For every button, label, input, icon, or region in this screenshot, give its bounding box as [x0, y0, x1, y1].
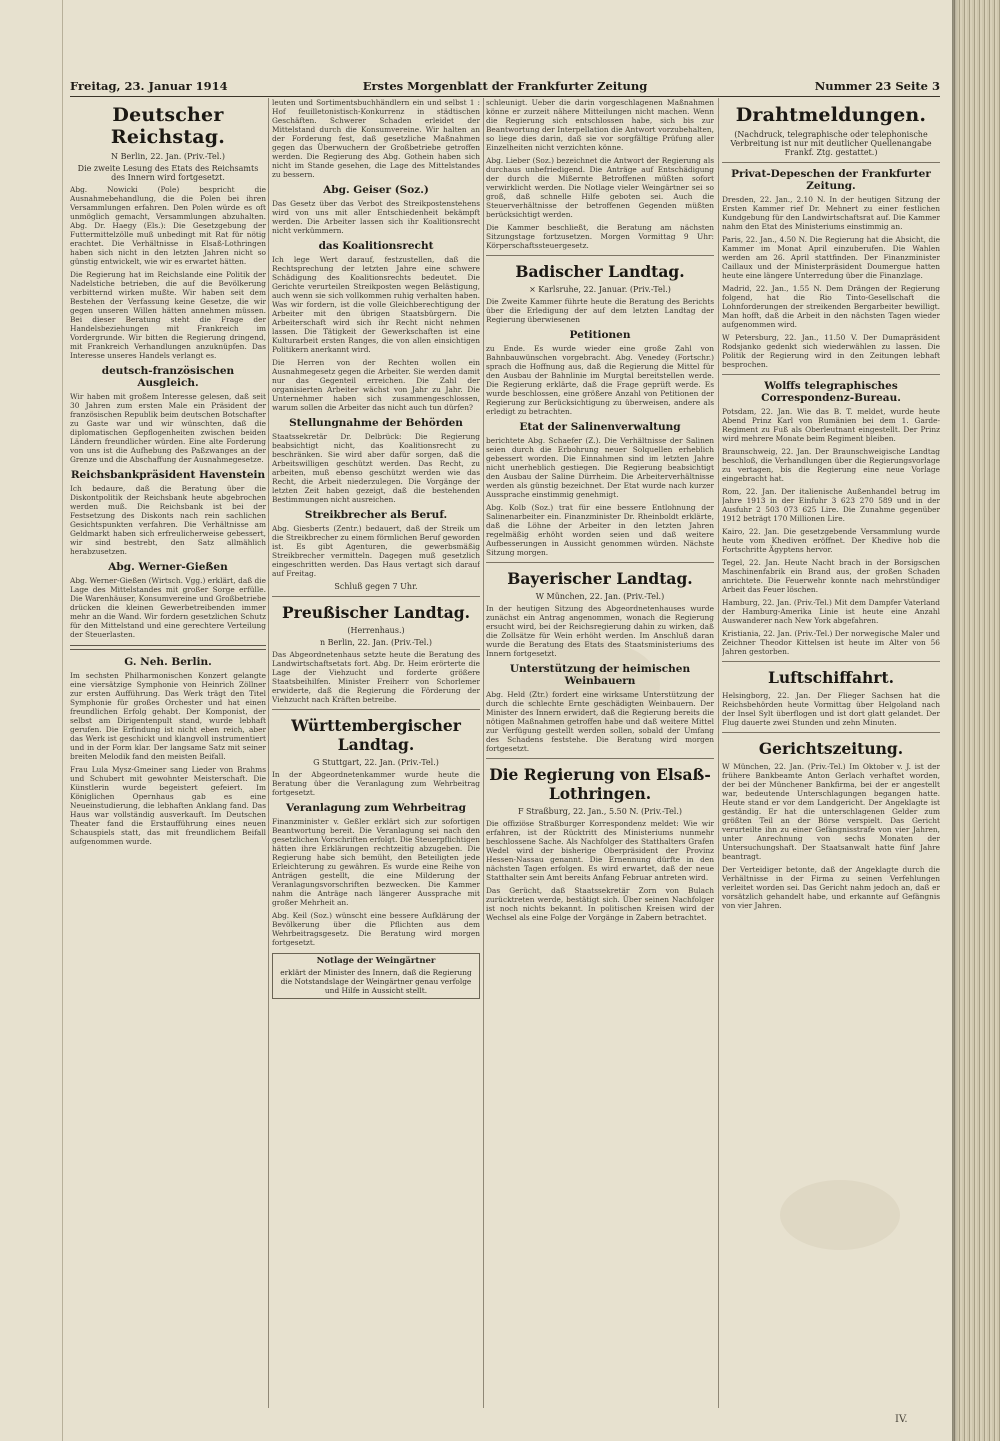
section-rule — [272, 596, 480, 597]
binding-margin — [0, 0, 63, 1441]
section-heading-luftschiffahrt: Luftschiffahrt. — [767, 668, 895, 687]
subsection-heading: Unterstützung der heimischen Weinbauern — [509, 663, 691, 687]
article-text: Finanzminister v. Geßler erklärt sich zur sofortigen Beantwortung bereit. Die Veranlagung sei nach den gesetzlichen Vorschriften erfolgt. Die Steuerpflichtigen hätten ihre Erklärungen rechtzeitig abzugeben. Die Regierung habe sich bemüht, den Beteiligten jede Erleichterung zu gewähren. Es wurde eine Reihe von Anträgen gestellt, die eine Milderung der Veranlagungsvorschriften bezwecken. Die Kammer nahm die Anträge nach längerer Aussprache mit großer Mehrheit an. — [272, 817, 480, 907]
feuilleton-text: Frau Lula Mysz-Gmeiner sang Lieder von Brahms und Schubert mit gewohnter Meisterschaft. Die Künstlerin wurde begeistert gefeiert. Im Königlichen Opernhaus gab es eine Neueinstudierung, die lebhaften Anklang fand. Das Haus war vollständig ausverkauft. Im Deutschen Theater fand die Erstaufführung eines neuen Schauspiels statt, das mit freundlichem Beifall aufgenommen wurde. — [70, 765, 266, 846]
section-rule — [722, 162, 940, 163]
telegram-text: Kairo, 22. Jan. Die gesetzgebende Versammlung wurde heute vom Khediven eröffnet. Der Khedive hob die Fortschritte Ägyptens hervor. — [722, 527, 940, 554]
subsection-heading: Veranlagung zum Wehrbeitrag — [286, 802, 466, 814]
article-text: berichtete Abg. Schaefer (Z.). Die Verhältnisse der Salinen seien durch die Erbohrung neuer Solquellen erheblich gebessert worden. Die Einnahmen sind im letzten Jahre nicht unerheblich gestiegen. Die Regierung beabsichtigt den Ausbau der Saline Dürrheim. Die Arbeiterverhältnisse werden als günstig bezeichnet. Der Etat wurde nach kurzer Aussprache einstimmig genehmigt. — [486, 436, 714, 499]
book-edge — [952, 0, 1000, 1441]
article-text: Wir haben mit großem Interesse gelesen, daß seit 30 Jahren zum ersten Male ein Präsident der französischen Republik beim deutschen Botschafter zu Gaste war und wir wünschten, daß die diplomatischen Gepflogenheiten zwischen beiden Ländern freundlicher würden. Eine alte Forderung von uns ist die Aufhebung des Paßzwanges an der Grenze und die Abschaffung der Ausnahmegesetze. — [70, 392, 266, 464]
dateline: W München, 22. Jan. (Priv.-Tel.) — [535, 592, 665, 601]
telegram-text: Kristiania, 22. Jan. (Priv.-Tel.) Der norwegische Maler und Zeichner Theodor Kittelsen ist heute im Alter von 56 Jahren gestorben. — [722, 629, 940, 656]
subsection-heading: Stellungnahme der Behörden — [289, 417, 463, 429]
section-heading-drahtmeldungen: Drahtmeldungen. — [735, 104, 927, 126]
telegram-text: Tegel, 22. Jan. Heute Nacht brach in der Borsigschen Maschinenfabrik ein Brand aus, der großen Schaden anrichtete. Die Feuerwehr konnte nach mehrstündiger Arbeit das Feuer löschen. — [722, 558, 940, 594]
dateline: F Straßburg, 22. Jan., 5.50 N. (Priv.-Tel.) — [517, 807, 683, 816]
article-text: Der Verteidiger betonte, daß der Angeklagte durch die Verhältnisse in der Firma zu seinen Verfehlungen verleitet worden sei. Das Gericht nahm jedoch an, daß er vorsätzlich gehandelt habe, und erkannte auf Gefängnis von vier Jahren. — [722, 865, 940, 910]
telegram-text: Paris, 22. Jan., 4.50 N. Die Regierung hat die Absicht, die Kammer im Monat April einzuberufen. Die Wahlen werden am 26. April stattfinden. Der Finanzminister Caillaux und der Ministerpräsident Doumergue hatten heute eine längere Unterredung über die Finanzlage. — [722, 235, 940, 280]
dateline: × Karlsruhe, 22. Januar. (Priv.-Tel.) — [529, 285, 671, 294]
dateline: N Berlin, 22. Jan. (Priv.-Tel.) — [111, 152, 225, 161]
subheading: Die zweite Lesung des Etats des Reichsamts des Innern wird fortgesetzt. — [77, 164, 259, 182]
article-text: Die offiziöse Straßburger Korrespondenz meldet: Wie wir erfahren, ist der Rücktritt des Ministeriums nunmehr beschlossene Sache. Als Nachfolger des Statthalters Grafen Wedel wird der bisherige Oberpräsident der Provinz Hessen-Nassau genannt. Die Ernennung dürfte in den nächsten Tagen erfolgen. Es wird erwartet, daß der neue Statthalter sein Amt bereits Anfang Februar antreten wird. — [486, 819, 714, 882]
notice-text: erklärt der Minister des Innern, daß die Regierung die Notstandslage der Weingärtner genau verfolge und Hilfe in Aussicht stellt. — [280, 968, 472, 995]
article-text: Das Abgeordnetenhaus setzte heute die Beratung des Landwirtschaftsetats fort. Abg. Dr. Heim erörterte die Lage der Viehzucht und forderte größere Staatsbeihilfen. Minister Freiherr von Schorlemer erwiderte, daß die Regierung die Förderung der Viehzucht nach Kräften betreibe. — [272, 650, 480, 704]
telegram-text: W Petersburg, 22. Jan., 11.50 V. Der Dumapräsident Rodsjanko gedenkt sich wiederwählen zu lassen. Die Politik der Regierung wird in den Zeitungen lebhaft besprochen. — [722, 333, 940, 369]
section-heading-preussen: Preußischer Landtag. — [282, 603, 470, 622]
article-text: Helsingborg, 22. Jan. Der Flieger Sachsen hat die Reichsbehörden heute Vormittag über Helgoland nach der Insel Sylt überflogen und ist dort glatt gelandet. Der Flug dauerte zwei Stunden und zehn Minuten. — [722, 691, 940, 727]
subheading: (Herrenhaus.) — [347, 626, 405, 635]
article-text: Staatssekretär Dr. Delbrück: Die Regierung beabsichtigt nicht, das Koalitionsrecht zu beschränken. Sie wird aber dafür sorgen, daß die Arbeitswilligen geschützt werden. Das Recht, zu arbeiten, muß ebenso geschützt werden wie das Recht, die Arbeit niederzulegen. Die Vorgänge der letzten Zeit haben gezeigt, daß die bestehenden Bestimmungen nicht ausreichen. — [272, 432, 480, 504]
telegram-text: Potsdam, 22. Jan. Wie das B. T. meldet, wurde heute Abend Prinz Karl von Rumänien bei dem 1. Garde-Regiment zu Fuß als Oberleutnant eingestellt. Der Prinz wird mehrere Monate beim Regiment bleiben. — [722, 407, 940, 443]
telegram-text: Rom, 22. Jan. Der italienische Außenhandel betrug im Jahre 1913 in der Einfuhr 3 623 270 589 und in der Ausfuhr 2 503 073 625 Lire. Die Zunahme gegenüber 1912 beträgt 170 Millionen Lire. — [722, 487, 940, 523]
article-text: Abg. Werner-Gießen (Wirtsch. Vgg.) erklärt, daß die Lage des Mittelstandes mit großer Sorge erfülle. Die Warenhäuser, Konsumvereine und Großbetriebe drücken die kleinen Gewerbetreibenden immer mehr an die Wand. Wir fordern gesetzlichen Schutz für den Mittelstand und eine gerechtere Verteilung der Steuerlasten. — [70, 576, 266, 639]
subsection-heading: Streikbrecher als Beruf. — [304, 509, 448, 521]
section-heading-reichstag: Deutscher Reichstag. — [110, 104, 226, 148]
subsection-heading: deutsch-französischen Ausgleich. — [101, 365, 235, 389]
article-text: W München, 22. Jan. (Priv.-Tel.) Im Oktober v. J. ist der frühere Bankbeamte Anton Gerlach verhaftet worden, der bei der Münchener Bankfirma, bei der er angestellt war, bedeutende Unterschlagungen begangen hatte. Heute stand er vor dem Landgericht. Der Angeklagte ist geständig. Er hat die unterschlagenen Gelder zum größten Teil an der Börse verspielt. Das Gericht verurteilte ihn zu einer Gefängnisstrafe von vier Jahren, unter Anrechnung von sechs Monaten der Untersuchungshaft. Der Staatsanwalt hatte fünf Jahre beantragt. — [722, 762, 940, 861]
article-text: zu Ende. Es wurde wieder eine große Zahl von Bahnbauwünschen vorgebracht. Abg. Venedey (Fortschr.) sprach die Hoffnung aus, daß die Regierung die Mittel für den Ausbau der Bahnlinie im Murgtal bereitstellen werde. Die Regierung erklärte, daß die Frage geprüft werde. Es wurde beschlossen, eine größere Anzahl von Petitionen der Regierung zur Berücksichtigung zu überweisen, andere als erledigt zu betrachten. — [486, 344, 714, 416]
article-text: Abg. Giesberts (Zentr.) bedauert, daß der Streik um die Streikbrecher zu einem förmlichen Beruf geworden ist. Es gibt Agenturen, die gewerbsmäßig Streikbrecher vermitteln. Dagegen muß gesetzlich eingeschritten werden. Das Haus vertagt sich darauf auf Freitag. — [272, 524, 480, 578]
telegram-text: Dresden, 22. Jan., 2.10 N. In der heutigen Sitzung der Ersten Kammer rief Dr. Mehnert zu einer festlichen Kundgebung für den Landwirtschaftsrat auf. Die Kammer nahm den Etat des Ministeriums einstimmig an. — [722, 195, 940, 231]
page-signature: IV. — [895, 1414, 908, 1425]
subsection-heading: Wolffs telegraphisches Correspondenz-Bureau. — [761, 380, 901, 404]
article-text: Die Kammer beschließt, die Beratung am nächsten Sitzungstage fortzusetzen. Morgen Vormittag 9 Uhr: Körperschaftssteuergesetz. — [486, 223, 714, 250]
dateline: G Stuttgart, 22. Jan. (Priv.-Tel.) — [313, 758, 439, 767]
section-heading-baden: Badischer Landtag. — [515, 262, 685, 281]
article-text: Ich bedaure, daß die Beratung über die Diskontpolitik der Reichsbank heute abgebrochen werden muß. Die Reichsbank ist bei der Festsetzung des Diskonts nach rein sachlichen Gesichtspunkten verfahren. Die Verhältnisse am Geldmarkt haben sich erfreulicherweise gebessert, wir sind bestrebt, den Satz allmählich herabzusetzen. — [70, 484, 266, 556]
article-text: Die Regierung hat im Reichslande eine Politik der Nadelstiche betrieben, die auf die Bevölkerung verbitternd wirken mußte. Wir haben seit dem Bestehen der Verfassung keine Gesetze, die wir gegen unseren Willen hätten annehmen müssen. Bei dieser Beratung steht die Frage der Handelsbeziehungen mit Frankreich im Vordergrunde. Wir bitten die Regierung dringend, mit Frankreich Verhandlungen anzuknüpfen. Das Interesse unseres Handels verlangt es. — [70, 270, 266, 360]
feuilleton-text: Im sechsten Philharmonischen Konzert gelangte eine viersätzige Symphonie von Heinrich Zöllner zur ersten Aufführung. Das Werk trägt den Titel Symphonie für großes Orchester und hat einen freundlichen Erfolg gehabt. Der Komponist, der selbst am Dirigentenpult stand, wurde lebhaft gerufen. Die Erfindung ist nicht eben reich, aber das Werk ist geschickt und klangvoll instrumentiert und in der Form klar. Der langsame Satz mit seiner breiten Melodik fand den meisten Beifall. — [70, 671, 266, 761]
telegram-text: Braunschweig, 22. Jan. Der Braunschweigische Landtag beschloß, die Verhandlungen über die Regierungsvorlage zu vertagen, bis die Regierung eine neue Vorlage eingebracht hat. — [722, 447, 940, 483]
article-text: Ich lege Wert darauf, festzustellen, daß die Rechtsprechung der letzten Jahre eine schwere Schädigung des Koalitionsrechts bedeutet. Die Gerichte verurteilen Streikposten wegen Belästigung, auch wenn sie sich vollkommen ruhig verhalten haben. Was wir fordern, ist die volle Gleichberechtigung der Arbeiter mit den übrigen Staatsbürgern. Die Arbeiterschaft wird sich ihr Recht nicht nehmen lassen. Die Tätigkeit der Gewerkschaften ist eine Kulturarbeit ersten Ranges, die von allen einsichtigen Politikern anerkannt wird. — [272, 255, 480, 354]
subsection-heading: Reichsbankpräsident Havenstein — [70, 469, 266, 481]
column-rule — [483, 98, 484, 1408]
telegram-text: Madrid, 22. Jan., 1.55 N. Dem Drängen der Regierung folgend, hat die Rio Tinto-Gesellschaft die Lohnforderungen der streikenden Bergarbeiter bewilligt. Man hofft, daß die Arbeit in den nächsten Tagen wieder aufgenommen wird. — [722, 284, 940, 329]
subsection-heading: Privat-Depeschen der Frankfurter Zeitung. — [731, 168, 931, 192]
masthead-rule — [70, 96, 940, 97]
section-rule — [722, 374, 940, 375]
article-text: Das Gesetz über das Verbot des Streikpostenstehens wird von uns mit aller Entschiedenheit bekämpft werden. Die Arbeiter lassen sich ihr Koalitionsrecht nicht verkümmern. — [272, 199, 480, 235]
reprint-notice: (Nachdruck, telegraphische oder telephonische Verbreitung ist nur mit deutlicher Quellenangabe Frankf. Ztg. gestattet.) — [730, 130, 932, 157]
subsection-heading: Petitionen — [569, 329, 631, 341]
section-heading-elsass: Die Regierung von Elsaß-Lothringen. — [489, 765, 711, 803]
subsection-heading: das Koalitionsrecht — [318, 240, 434, 252]
section-rule — [486, 255, 714, 256]
article-text: Die Herren von der Rechten wollen ein Ausnahmegesetz gegen die Arbeiter. Sie werden damit nur das Gegenteil erreichen. Die Zahl der organisierten Arbeiter wächst von Jahr zu Jahr. Die Unternehmer haben sich zusammengeschlossen, warum sollen die Arbeiter das nicht auch tun dürfen? — [272, 358, 480, 412]
column-1 — [70, 98, 266, 1408]
section-heading-gerichtszeitung: Gerichtszeitung. — [758, 739, 904, 758]
section-rule — [722, 661, 940, 662]
article-text: Die Zweite Kammer führte heute die Beratung des Berichts über die Erledigung der auf dem letzten Landtag der Regierung überwiesenen — [486, 297, 714, 324]
notice-title: Notlage der Weingärtner — [316, 956, 436, 966]
article-text: Abg. Keil (Soz.) wünscht eine bessere Aufklärung der Bevölkerung über die Pflichten aus dem Wehrbeitragsgesetz. Die Beratung wird morgen fortgesetzt. — [272, 911, 480, 947]
article-text: Abg. Held (Ztr.) fordert eine wirksame Unterstützung der durch die schlechte Ernte geschädigten Weinbauern. Der Minister des Innern erwidert, daß die Regierung bereits die nötigen Maßnahmen getroffen habe und daß weitere Mittel zur Verfügung gestellt werden sollen, sobald der Umfang des Schadens feststehe. Die Beratung wird morgen fortgesetzt. — [486, 690, 714, 753]
section-heading-bayern: Bayerischer Landtag. — [507, 569, 693, 588]
masthead-page-number: Nummer 23 Seite 3 — [814, 79, 940, 93]
article-text: Abg. Lieber (Soz.) bezeichnet die Antwort der Regierung als durchaus unbefriedigend. Die Anträge auf Entschädigung der durch die Mißernte Betroffenen müßten sofort verwirklicht werden. Die Notlage vieler Weingärtner sei so groß, daß schnelle Hilfe geboten sei. Auch die Steuerverhältnisse der betroffenen Gegenden müßten berücksichtigt werden. — [486, 156, 714, 219]
notice-box — [272, 953, 480, 999]
article-text: Das Gerücht, daß Staatssekretär Zorn von Bulach zurücktreten werde, bestätigt sich. Über seinen Nachfolger ist noch nichts bekannt. In politischen Kreisen wird der Wechsel als eine Folge der Vorgänge in Zabern betrachtet. — [486, 886, 714, 922]
dateline: n Berlin, 22. Jan. (Priv.-Tel.) — [319, 638, 433, 647]
subsection-heading: Abg. Geiser (Soz.) — [323, 184, 429, 196]
column-2 — [272, 98, 480, 1408]
article-text: schleunigt. Ueber die darin vorgeschlagenen Maßnahmen könne er zurzeit nähere Mitteilungen nicht machen. Wenn die Regierung sich entschlossen habe, sich bis zur Beantwortung der Interpellation die Antwort vorzubehalten, so liege dies darin, daß sie vor sorgfältige Prüfung aller Einzelheiten nicht verzichten könne. — [486, 98, 714, 152]
article-text: leuten und Sortimentsbuchhändlern ein und selbst 1 : Hof feuilletonistisch-Konkurrenz in städtischen Geschäften. Schwerer Schaden erleidet der Mittelstand durch die Konsumvereine. Wir halten an der Forderung fest, daß gesetzliche Maßnahmen gegen das Überwuchern der Großbetriebe getroffen werden. Die Regierung des Abg. Gothein haben sich nicht im Stande gesehen, die Lage des Mittelstandes zu bessern. — [272, 98, 480, 179]
session-end: Schluß gegen 7 Uhr. — [334, 582, 418, 591]
column-rule — [718, 98, 719, 1408]
masthead-date: Freitag, 23. Januar 1914 — [70, 79, 228, 93]
subsection-heading: Abg. Werner-Gießen — [108, 561, 228, 573]
feuilleton-byline: G. Neh. Berlin. — [124, 656, 212, 668]
feuilleton-separator — [70, 645, 266, 650]
article-text: Abg. Kolb (Soz.) trat für eine bessere Entlohnung der Salinenarbeiter ein. Finanzminister Dr. Rheinboldt erklärte, daß die Löhne der Arbeiter in den letzten Jahren regelmäßig erhöht worden seien und daß weitere Aufbesserungen in Aussicht genommen würden. Nächste Sitzung morgen. — [486, 503, 714, 557]
section-rule — [486, 562, 714, 563]
article-text: In der heutigen Sitzung des Abgeordnetenhauses wurde zunächst ein Antrag angenommen, wonach die Regierung ersucht wird, bei der Reichsregierung dahin zu wirken, daß die Zollsätze für Wein erhöht werden. Im Anschluß daran wurde die Beratung des Etats des Staatsministeriums des Innern fortgesetzt. — [486, 604, 714, 658]
column-3 — [486, 98, 714, 1408]
subsection-heading: Etat der Salinenverwaltung — [519, 421, 681, 433]
section-heading-wuerttemberg: Württembergischer Landtag. — [291, 716, 461, 754]
section-rule — [722, 732, 940, 733]
section-rule — [272, 709, 480, 710]
masthead — [70, 79, 940, 95]
column-rule — [268, 98, 269, 1408]
article-text: In der Abgeordnetenkammer wurde heute die Beratung über die Veranlagung zum Wehrbeitrag fortgesetzt. — [272, 770, 480, 797]
section-rule — [486, 758, 714, 759]
telegram-text: Hamburg, 22. Jan. (Priv.-Tel.) Mit dem Dampfer Vaterland der Hamburg-Amerika Linie ist heute eine Anzahl Auswanderer nach New York abgefahren. — [722, 598, 940, 625]
article-text: Abg. Nowicki (Pole) bespricht die Ausnahmebehandlung, die die Polen bei ihren Versammlungen erfahren. Den Polen würde es oft unmöglich gemacht, Versammlungen abzuhalten. Abg. Dr. Haegy (Els.): Die Gesetzgebung der Futtermittelzölle muß unbedingt mit Rat für nötig erachtet. Die Verhältnisse in Elsaß-Lothringen haben sich nicht in den letzten Jahren nicht so günstig entwickelt, wie wir es erwartet hätten. — [70, 185, 266, 266]
column-4 — [722, 98, 940, 1408]
masthead-title: Erstes Morgenblatt der Frankfurter Zeitung — [362, 79, 648, 93]
